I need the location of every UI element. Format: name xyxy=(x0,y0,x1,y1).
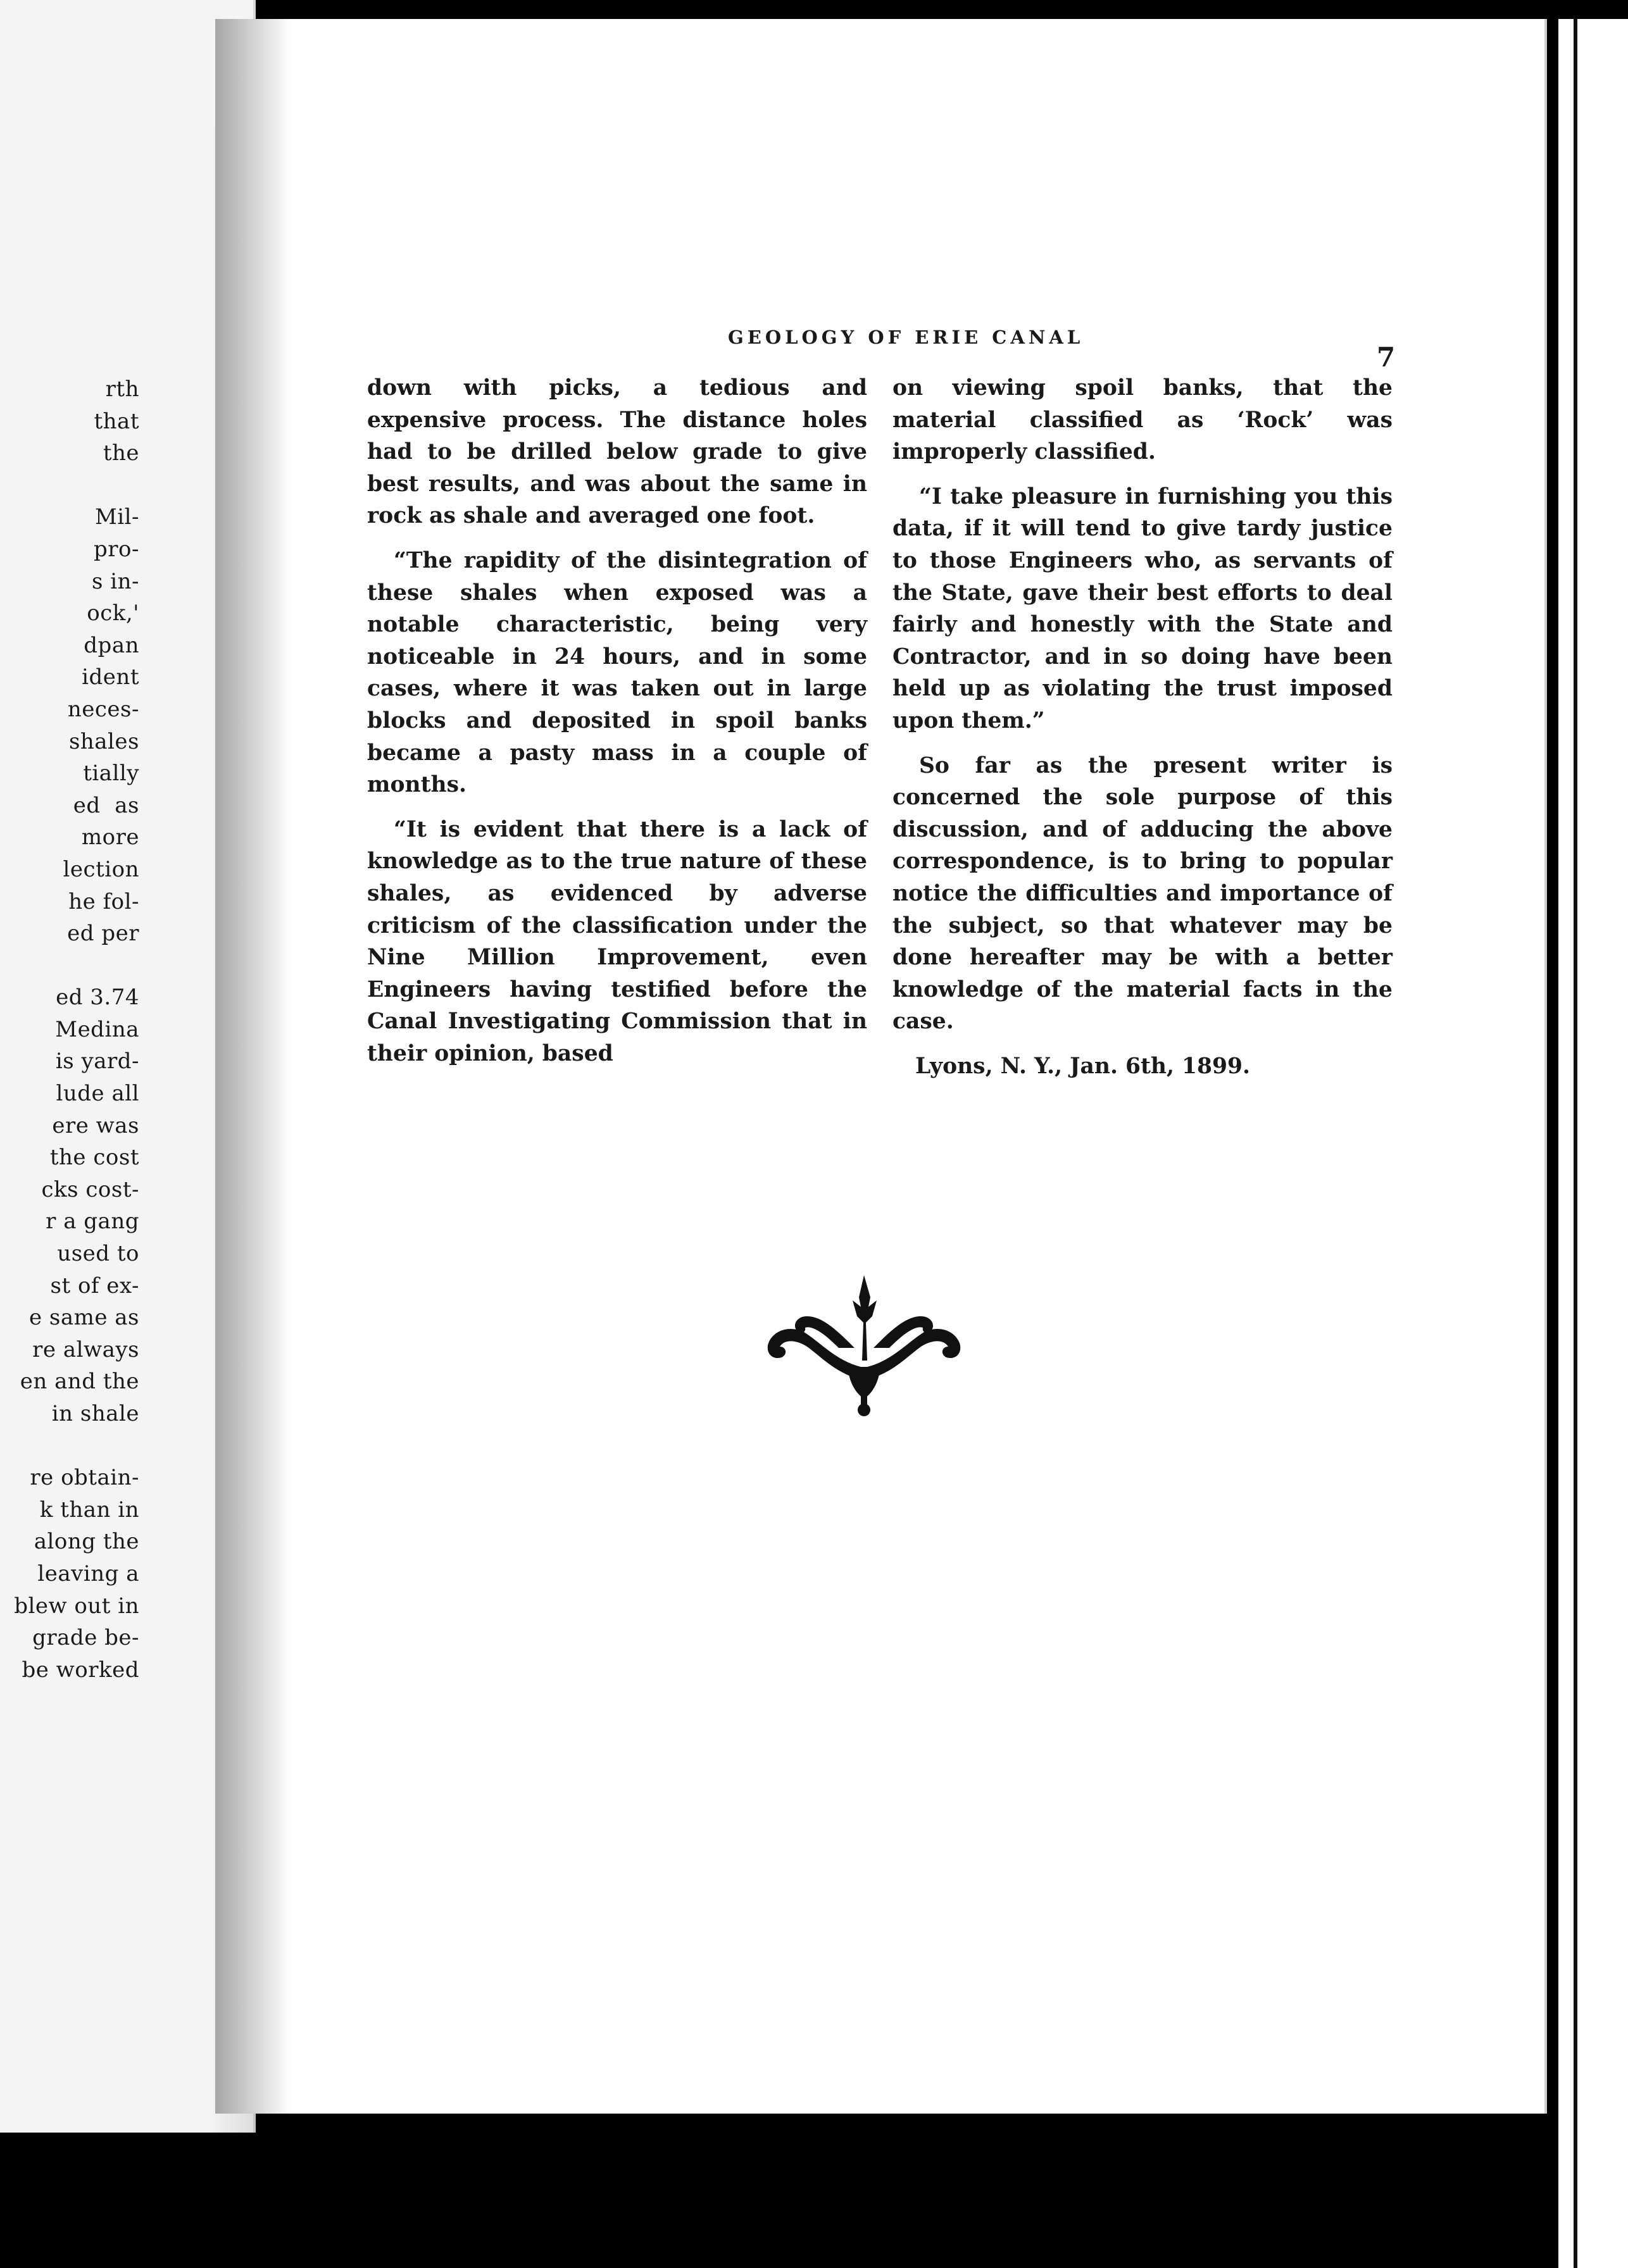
facing-page-line: k than in xyxy=(39,1497,139,1523)
paragraph: on viewing spoil banks, that the material classified as ‘Rock’ was improperly classified. xyxy=(892,375,1393,465)
facing-page-line: ed 3.74 xyxy=(56,985,139,1011)
facing-page-line: r a gang xyxy=(46,1209,139,1235)
facing-page-line: lude all xyxy=(56,1081,139,1107)
facing-page-line: lection xyxy=(63,856,139,882)
paragraph: “I take pleasure in furnishing you this data, if it will tend to give tardy justice to those Engineers who, as servants of the State, gave their best efforts to deal fairly and honestly with the State and Contractor, and in so doing have been held up as violating the trust imposed upon them.” xyxy=(892,483,1393,733)
facing-page-line: more xyxy=(81,825,139,850)
paragraph: So far as the present writer is concerned the sole purpose of this discussion, and of adducing the above correspondence, is to bring to popular notice the difficulties and importance of the subject, so that whatever may be done hereafter may be with a better knowledge of the material facts in the case. xyxy=(892,752,1393,1035)
facing-page-line: the cost xyxy=(49,1145,139,1171)
paragraph: “The rapidity of the disintegration of these shales when exposed was a notable characteristic, being very noticeable in 24 hours, and in some cases, where it was taken out in large blocks and deposited in spoil banks became a pasty mass in a couple of months. xyxy=(367,547,867,798)
facing-page-line: re obtain- xyxy=(30,1465,139,1491)
facing-page-line: ed as xyxy=(73,792,139,818)
facing-page-line: s in- xyxy=(91,568,139,594)
facing-page-line: re always xyxy=(32,1336,139,1362)
facing-page-line: that xyxy=(94,408,139,434)
fleuron-icon xyxy=(760,1272,968,1418)
facing-page-line: rth xyxy=(105,377,139,402)
facing-page-text xyxy=(0,373,139,1686)
facing-page-line: grade be- xyxy=(32,1625,139,1651)
facing-page-line: dpan xyxy=(84,632,139,658)
facing-page-line: neces- xyxy=(67,696,139,722)
facing-page-line: Mil- xyxy=(94,504,139,530)
facing-page-line: along the xyxy=(34,1529,139,1555)
facing-page-line: e same as xyxy=(28,1305,139,1331)
facing-page-line: ed per xyxy=(67,921,139,947)
facing-page-line: ock,' xyxy=(87,601,139,626)
facing-page-line: is yard- xyxy=(55,1049,139,1075)
page-number: 7 xyxy=(1377,342,1396,373)
text-column-left xyxy=(367,372,867,1069)
facing-page-line: he fol- xyxy=(68,888,139,914)
facing-page-line xyxy=(0,470,139,502)
facing-page-line: en and the xyxy=(20,1369,139,1395)
facing-page-line: ident xyxy=(82,664,139,690)
page-edge xyxy=(1558,19,1628,2268)
facing-page-line: pro- xyxy=(94,536,139,562)
facing-page-line xyxy=(0,1430,139,1462)
running-head: GEOLOGY OF ERIE CANAL xyxy=(728,327,1084,348)
page-edge-line xyxy=(1574,19,1577,2268)
facing-page-line: shales xyxy=(68,728,139,754)
facing-page-line: ere was xyxy=(52,1112,139,1138)
facing-page-line: used to xyxy=(57,1241,139,1267)
facing-page-line xyxy=(0,950,139,982)
facing-page-line: blew out in xyxy=(14,1593,139,1619)
facing-page-line: be worked xyxy=(22,1657,139,1683)
facing-page-line: Medina xyxy=(55,1016,139,1042)
gutter-shadow xyxy=(215,19,291,2114)
facing-page-line: the xyxy=(103,440,139,466)
facing-page-line: in shale xyxy=(51,1401,139,1426)
text-column-right xyxy=(892,372,1393,1082)
paragraph: down with picks, a tedious and expensive process. The distance holes had to be drilled below grade to give best results, and was about the same in rock as shale and averaged one foot. xyxy=(367,375,867,529)
facing-page-line: st of ex- xyxy=(50,1273,139,1299)
paragraph: “It is evident that there is a lack of knowledge as to the true nature of these shales, as evidenced by adverse criticism of the classification under the Nine Million Improvement, even Engineers having testified before the Canal Investigating Commission that in their opinion, based xyxy=(367,816,867,1066)
facing-page-line: leaving a xyxy=(37,1561,139,1586)
facing-page-line: cks cost- xyxy=(41,1176,139,1202)
signoff: Lyons, N. Y., Jan. 6th, 1899. xyxy=(915,1053,1251,1079)
facing-page-line: tially xyxy=(83,761,139,787)
